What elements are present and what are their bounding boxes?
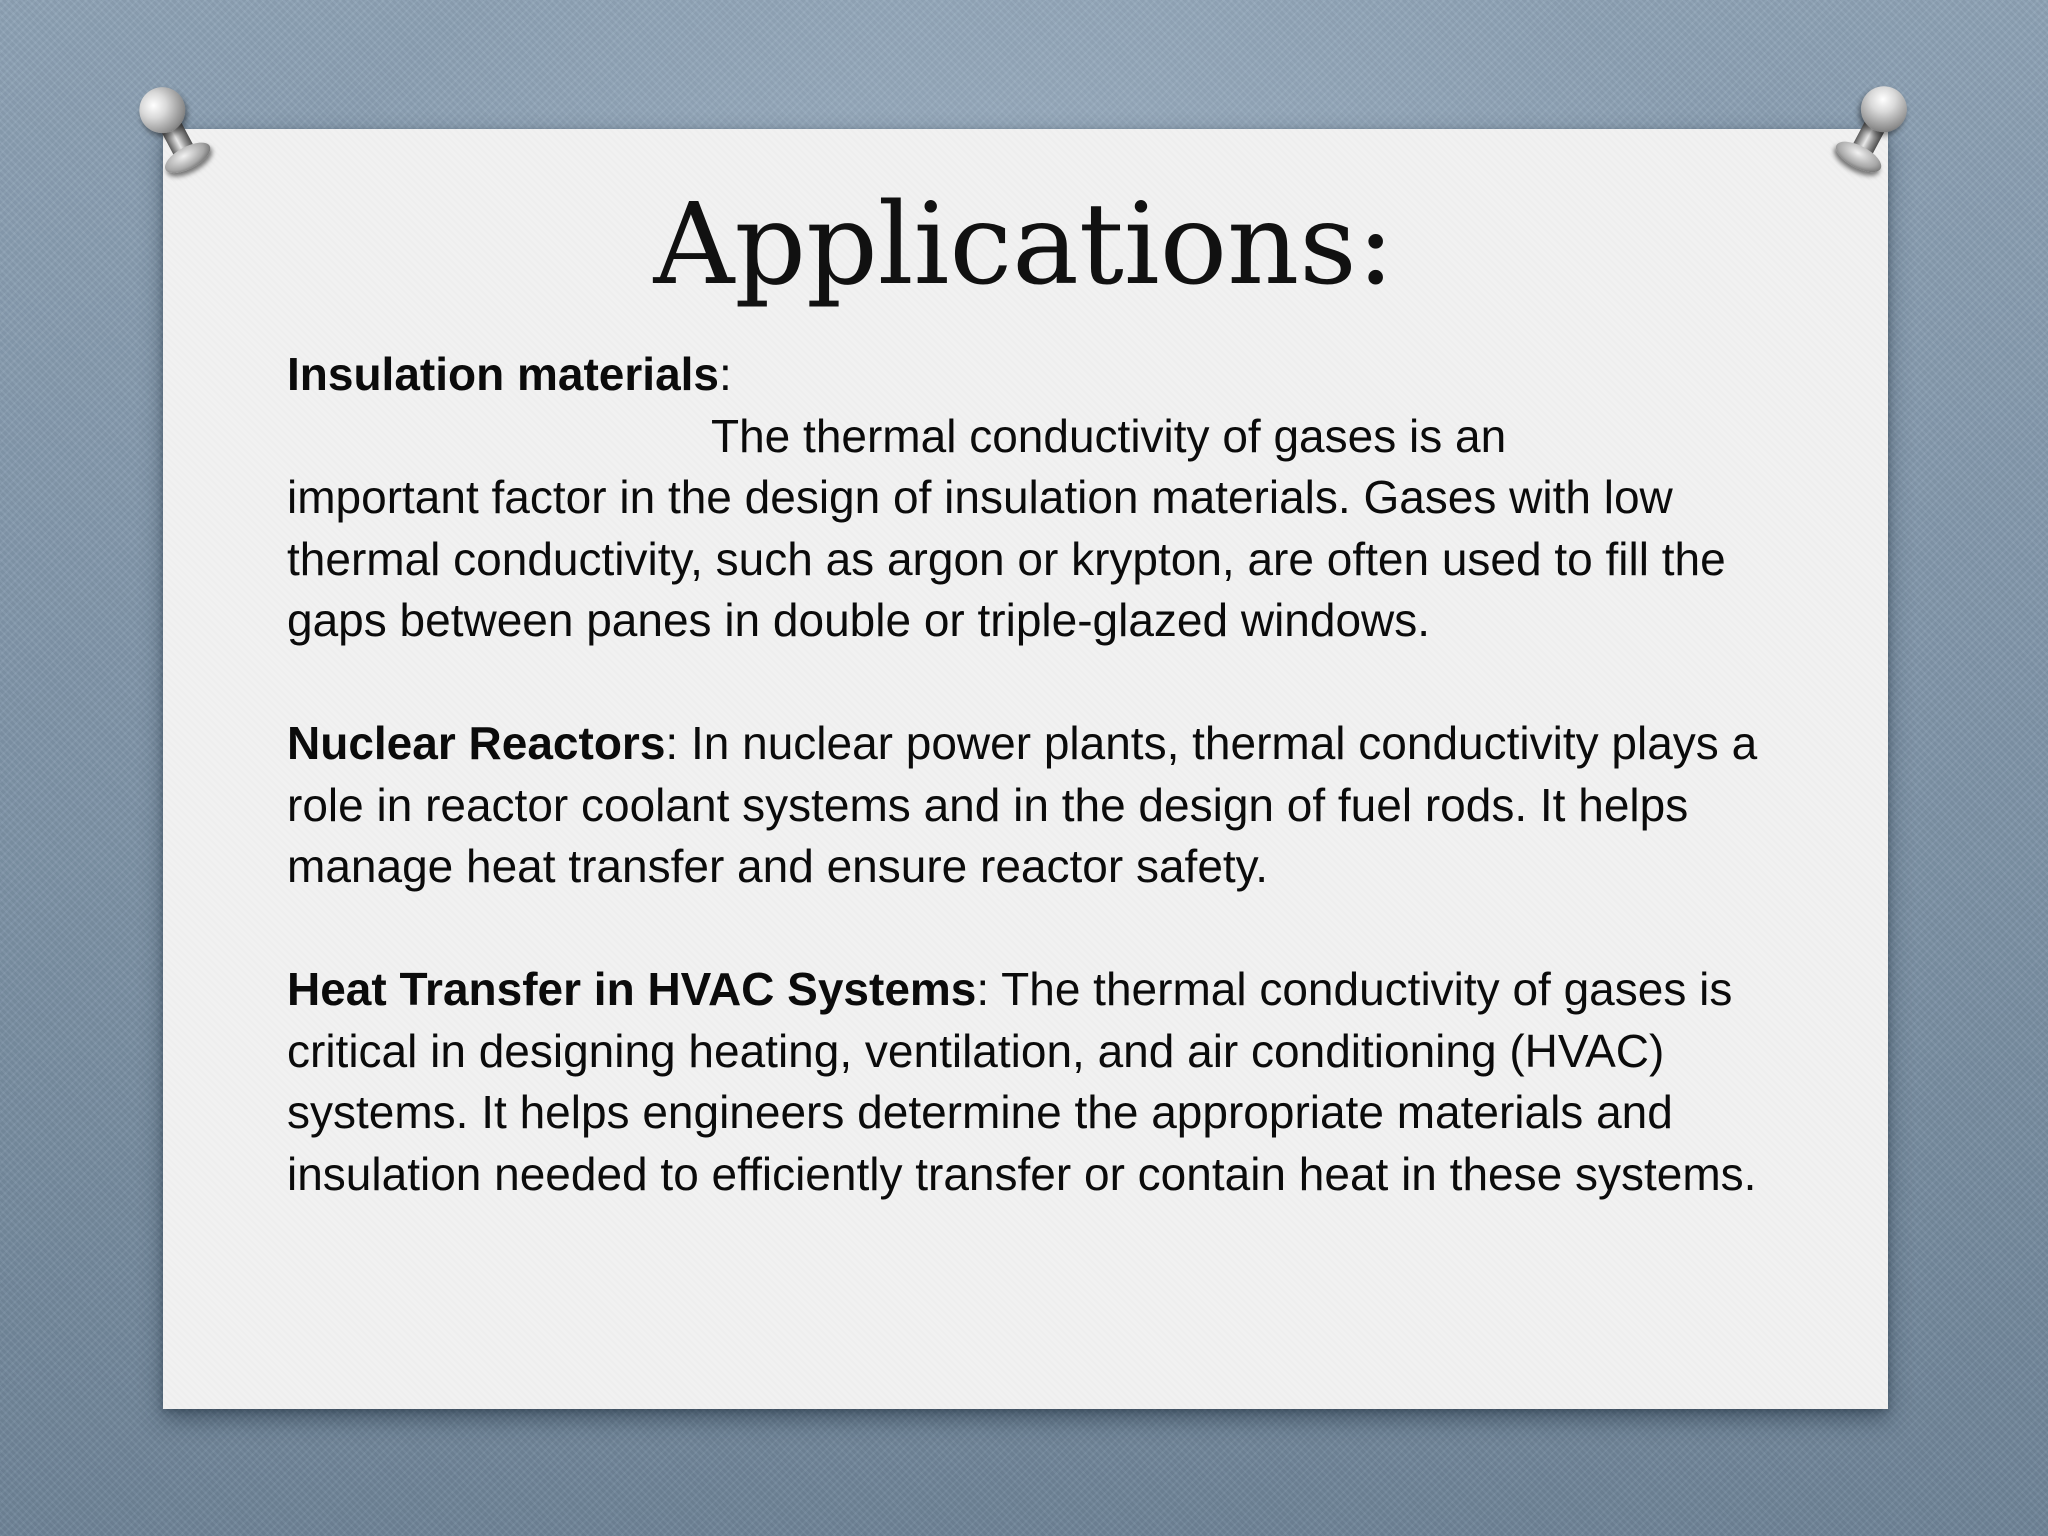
section-heading: Nuclear Reactors (287, 717, 666, 769)
section-body: important factor in the design of insulation materials. Gases with low thermal conductivity, such as argon or krypton, are often used to fill the gaps between panes in double or triple-glazed windows. (287, 471, 1726, 646)
section-body: The thermal conductivity of gases is critical in designing heating, ventilation, and air conditioning (HVAC) systems. It helps engineers determine the appropriate materials and insulation needed to efficiently transfer or contain heat in these systems. (287, 963, 1757, 1200)
section-first-line: The thermal conductivity of gases is an (711, 409, 1507, 462)
section-separator: : (976, 963, 990, 1015)
slide-title: Applications: (653, 180, 1395, 310)
section-heading: Insulation materials (287, 348, 720, 400)
section-body: In nuclear power plants, thermal conductivity plays a role in reactor coolant systems and in the design of fuel rods. It helps manage heat transfer and ensure reactor safety. (287, 717, 1758, 892)
section-heading: Heat Transfer in HVAC Systems (287, 963, 977, 1015)
section-separator: : (665, 717, 679, 769)
slide-content (287, 344, 1777, 1205)
section-insulation-materials (287, 344, 1777, 652)
section-nuclear-reactors (287, 713, 1777, 898)
section-hvac-systems (287, 959, 1777, 1205)
section-separator: : (719, 348, 732, 400)
